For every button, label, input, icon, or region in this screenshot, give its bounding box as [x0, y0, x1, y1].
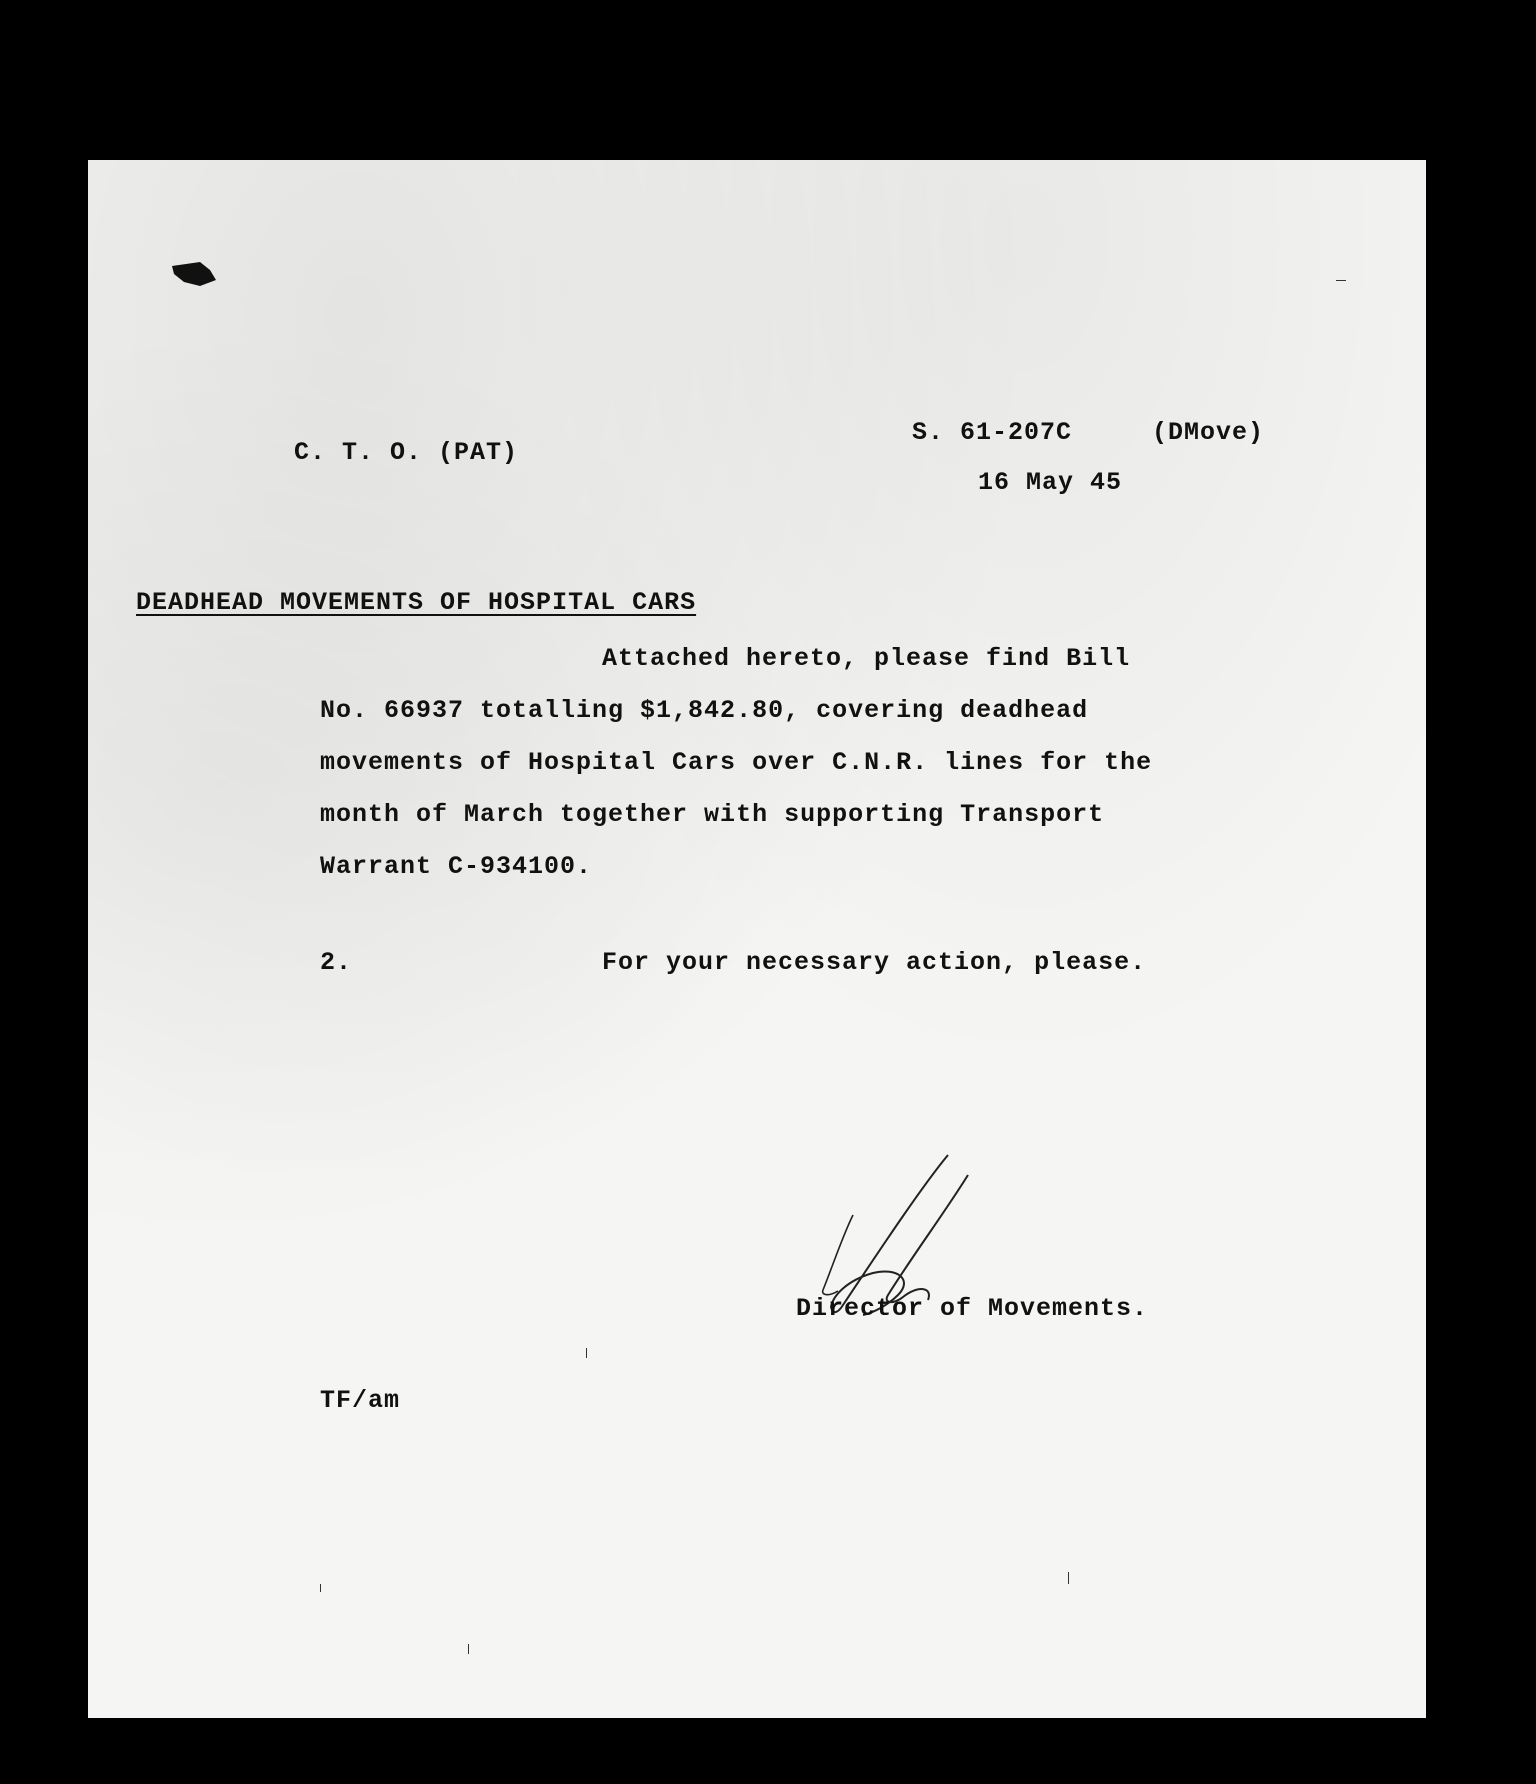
- paragraph-2-text: For your necessary action, please.: [602, 948, 1147, 977]
- scan-speck: [1336, 280, 1346, 281]
- subject-heading: DEADHEAD MOVEMENTS OF HOSPITAL CARS: [136, 588, 697, 617]
- memo-date: 16 May 45: [978, 468, 1123, 497]
- office-code: (DMove): [1152, 418, 1265, 447]
- body-line-2: No. 66937 totalling $1,842.80, covering deadhead: [320, 696, 1089, 725]
- file-reference: S. 61-207C: [912, 418, 1073, 447]
- reference-initials: TF/am: [320, 1386, 401, 1415]
- addressee: C. T. O. (PAT): [294, 438, 519, 467]
- body-line-4: month of March together with supporting Transport: [320, 800, 1105, 829]
- scan-speck: [320, 1584, 321, 1592]
- body-line-5: Warrant C-934100.: [320, 852, 593, 881]
- punch-hole-mark: [170, 260, 218, 288]
- signatory-title: Director of Movements.: [796, 1294, 1149, 1323]
- document-page: [88, 160, 1426, 1718]
- body-line-1: Attached hereto, please find Bill: [602, 644, 1131, 673]
- paragraph-number: 2.: [320, 948, 353, 977]
- scan-speck: [586, 1348, 587, 1358]
- scan-speck: [1068, 1572, 1069, 1584]
- scan-speck: [468, 1644, 469, 1654]
- body-line-3: movements of Hospital Cars over C.N.R. lines for the: [320, 748, 1153, 777]
